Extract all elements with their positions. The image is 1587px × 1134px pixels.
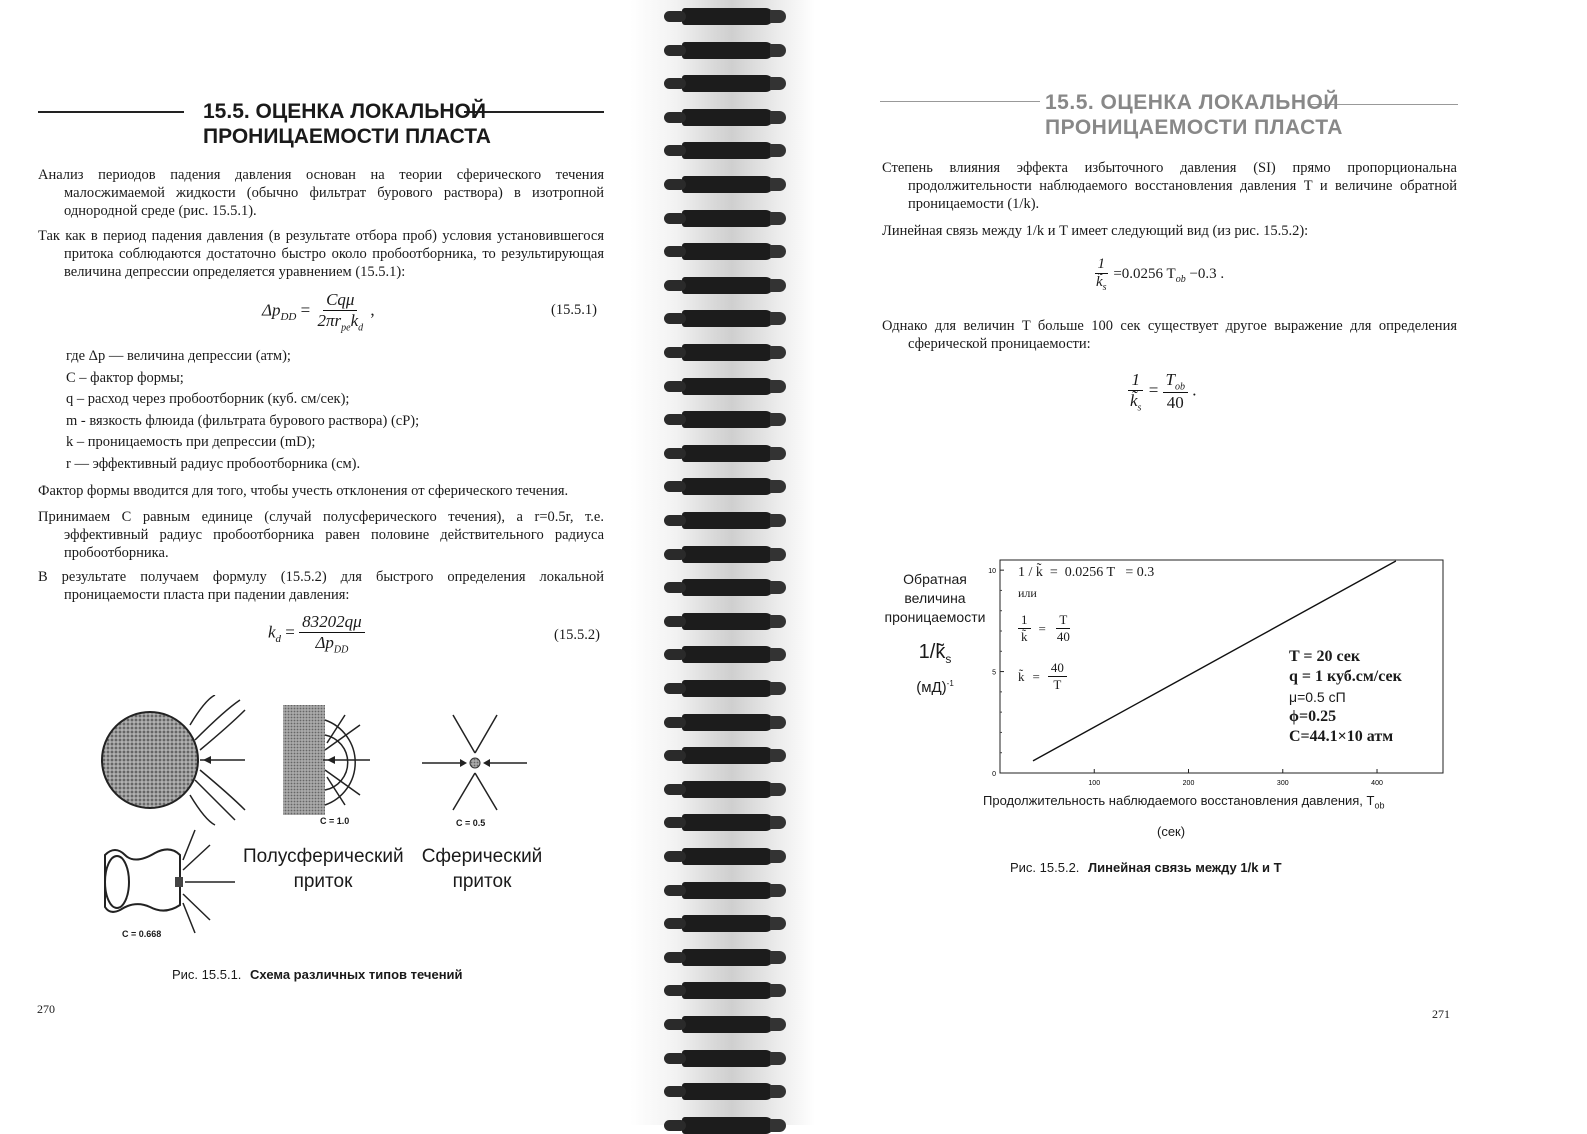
eq-fraction — [314, 290, 366, 333]
plot-annotation — [1018, 565, 1154, 601]
eq-fraction — [299, 612, 365, 655]
caption-title: Линейная связь между 1/k и T — [1088, 860, 1282, 875]
eq-denominator: $2\pi r_{pe}k_d$ — [317, 311, 364, 334]
eq-lhs: Δp — [262, 300, 281, 320]
spiral-coil — [682, 579, 774, 596]
figure-caption — [1010, 860, 1282, 875]
spiral-coil — [682, 1083, 774, 1100]
heading-rule-left — [880, 101, 1040, 102]
x-axis-label: Продолжительность наблюдаемого восстановления давления, $T_{ob}$ — [983, 793, 1385, 811]
definition-item: r — эффективный радиус пробоотборника (см). — [66, 455, 361, 472]
equation-spherical: $\frac{1}{k̃_s}$ = $\frac{T_{ob}}{40}$ . — [1127, 370, 1197, 413]
spiral-coil — [682, 680, 774, 697]
section-heading — [1045, 90, 1343, 140]
caption-title: Схема различных типов течений — [250, 967, 463, 982]
hemispherical-flow-label: Полусферический приток — [243, 846, 404, 892]
left-page — [0, 0, 630, 1125]
spiral-coil — [682, 478, 774, 495]
param: T = 20 сек — [1289, 648, 1361, 665]
paragraph: Принимаем С равным единице (случай полусферического течения), а r=0.5r, т.е. эффективный радиус пробоотборника равен половине действительного радиуса пробоотборника. — [38, 509, 604, 561]
y-axis-unit: (мД)$^{-1}$ — [916, 679, 954, 696]
plot-formula-2: k̃ = $\frac{40}{T}$ — [1018, 660, 1067, 693]
y-axis-symbol: $1/k̃_s$ — [918, 641, 952, 666]
plot-or-label: или — [1018, 586, 1037, 600]
spiral-coil — [682, 882, 774, 899]
x-tick-label: 300 — [1276, 780, 1289, 787]
heading-line-1: 15.5. ОЦЕНКА ЛОКАЛЬНОЙ — [1045, 91, 1339, 114]
eq-numerator: Cqμ — [323, 290, 357, 311]
spiral-coil — [682, 210, 774, 227]
y-tick-label: 10 — [988, 568, 996, 576]
eq-denominator: $\Delta p_{DD}$ — [315, 633, 349, 656]
plot-formula-1: $\frac{1}{k̃}$ = $\frac{T}{40}$ — [1018, 612, 1073, 645]
spiral-coil — [682, 714, 774, 731]
spiral-coil — [682, 277, 774, 294]
spiral-coil — [682, 344, 774, 361]
spiral-coil — [682, 512, 774, 529]
spiral-coil — [682, 243, 774, 260]
param: μ=0.5 сП — [1289, 689, 1346, 705]
eq-fraction: $\frac{T_{ob}}{40}$ — [1163, 370, 1188, 413]
param: C=44.1×10 атм — [1289, 728, 1394, 745]
spiral-coil — [682, 109, 774, 126]
y-tick-label: 5 — [992, 669, 996, 677]
spiral-coil — [682, 747, 774, 764]
paragraph: Однако для величин T больше 100 сек существует другое выражение для определения сферической проницаемости: — [882, 318, 1457, 352]
page-number: 270 — [37, 1002, 55, 1016]
spiral-coil — [682, 546, 774, 563]
shape-factor-label: C = 0.5 — [456, 818, 486, 828]
heading-line-2: ПРОНИЦАЕМОСТИ ПЛАСТА — [1045, 116, 1343, 139]
paragraph: Степень влияния эффекта избыточного давления (SI) прямо пропорциональна продолжительности наблюдаемого восстановления давления T и величине обратной проницаемости (1/k). — [882, 160, 1457, 212]
equation-15-5-1: $\Delta p_{DD}$ = $\frac{\text{Cqμ}}{2\pi r_{pe}k_d}$ , — [262, 290, 375, 334]
param: ϕ=0.25 — [1289, 708, 1337, 725]
paragraph: В результате получаем формулу (15.5.2) для быстрого определения локальной проницаемости пласта при падении давления: — [38, 569, 604, 603]
spiral-coil — [682, 176, 774, 193]
eq-fraction: $\frac{1}{k̃_s}$ — [1130, 370, 1142, 414]
spiral-coil — [682, 42, 774, 59]
equation-number: (15.5.2) — [554, 627, 600, 643]
spiral-coil — [682, 1050, 774, 1067]
spiral-coil — [682, 411, 774, 428]
param: q = 1 куб.см/сек — [1289, 668, 1402, 685]
spiral-coil — [682, 8, 774, 25]
definition-item: k – проницаемость при депрессии (mD); — [66, 434, 316, 450]
spiral-coil — [682, 310, 774, 327]
equation-linear: $\frac{1}{k̃_s}$ =0.0256 $T_{ob} -0.3$ . — [1093, 256, 1224, 293]
eq-lhs-sub: DD — [280, 310, 297, 323]
spiral-coil — [682, 613, 774, 630]
spherical-flow-label: Сферический приток — [421, 846, 543, 892]
shape-factor-label: C = 0.668 — [122, 929, 162, 939]
cylindrical-flow-diagram — [105, 830, 235, 933]
plot-equation: 1 / k̃ = 0.0256 T = 0.3 — [1018, 565, 1155, 580]
y-tick-label: 0 — [992, 771, 996, 778]
x-tick-label: 200 — [1182, 780, 1195, 787]
section-heading — [203, 99, 491, 149]
spiral-coil — [682, 1117, 774, 1134]
definition-item: C – фактор формы; — [66, 369, 184, 386]
paragraph: Так как в период падения давления (в результате отбора проб) условия установившегося притока соблюдаются достаточно быстро около пробоотборника, то результирующая величина депрессии определяется уравнением (15.5.1): — [38, 228, 604, 280]
spiral-coil — [682, 1016, 774, 1033]
equation-15-5-2: $k_d$ = $\frac{83202q\mu}{\Delta p_{DD}}$ — [268, 612, 365, 655]
spiral-coil — [682, 378, 774, 395]
heading-line-2: ПРОНИЦАЕМОСТИ ПЛАСТА — [203, 125, 491, 148]
x-axis-unit: (сек) — [1157, 824, 1186, 839]
parameters-list — [1289, 647, 1402, 747]
spiral-coil — [682, 75, 774, 92]
eq-fraction: $\frac{1}{k̃_s}$ — [1096, 256, 1107, 293]
caption-prefix: Рис. 15.5.2. — [1010, 860, 1080, 875]
figure-caption — [172, 967, 463, 982]
spiral-coil — [682, 848, 774, 865]
spiral-coil — [682, 915, 774, 932]
spiral-coil — [682, 949, 774, 966]
spiral-coil — [682, 142, 774, 159]
caption-prefix: Рис. 15.5.1. — [172, 967, 242, 982]
definition-item: q – расход через пробоотборник (куб. см/сек); — [66, 391, 350, 407]
y-axis-label: Обратная величина проницаемости $1/k̃_s$ (мД)$^{-1}$ — [875, 570, 995, 697]
heading-rule-left — [38, 111, 184, 113]
x-tick-label: 100 — [1088, 780, 1101, 787]
eq-numerator: 83202qμ — [299, 612, 365, 633]
spiral-coil — [682, 982, 774, 999]
right-page — [815, 0, 1587, 1125]
spiral-binding — [630, 0, 815, 1125]
paragraph: Линейная связь между 1/k и T имеет следующий вид (из рис. 15.5.2): — [882, 223, 1309, 239]
page-number: 271 — [1432, 1007, 1450, 1021]
shape-factor-label: C = 1.0 — [320, 816, 350, 826]
eq-tail: , — [370, 300, 375, 320]
x-tick-label: 400 — [1371, 780, 1383, 787]
spiral-coil — [682, 646, 774, 663]
spiral-coil — [682, 445, 774, 462]
paragraph: Фактор формы вводится для того, чтобы учесть отклонения от сферического течения. — [38, 483, 569, 499]
spherical-flow-diagram — [422, 715, 527, 810]
spiral-coil — [682, 781, 774, 798]
hemispherical-flow-diagram — [283, 705, 370, 815]
equation-number: (15.5.1) — [551, 302, 597, 318]
heading-line-1: 15.5. ОЦЕНКА ЛОКАЛЬНОЙ — [203, 100, 486, 123]
spiral-coil — [682, 814, 774, 831]
sphere-flow-diagram — [102, 695, 245, 825]
definition-item: m - вязкость флюида (фильтрата бурового раствора) (cP); — [66, 412, 420, 429]
definitions-list — [66, 346, 606, 475]
definition-item: где Δp — величина депрессии (атм); — [66, 348, 291, 364]
paragraph: Анализ периодов падения давления основан на теории сферического течения малосжимаемой жидкости (обычно фильтрат бурового раствора) в изотропной однородной среде (рис. 15.5.1). — [38, 167, 604, 219]
